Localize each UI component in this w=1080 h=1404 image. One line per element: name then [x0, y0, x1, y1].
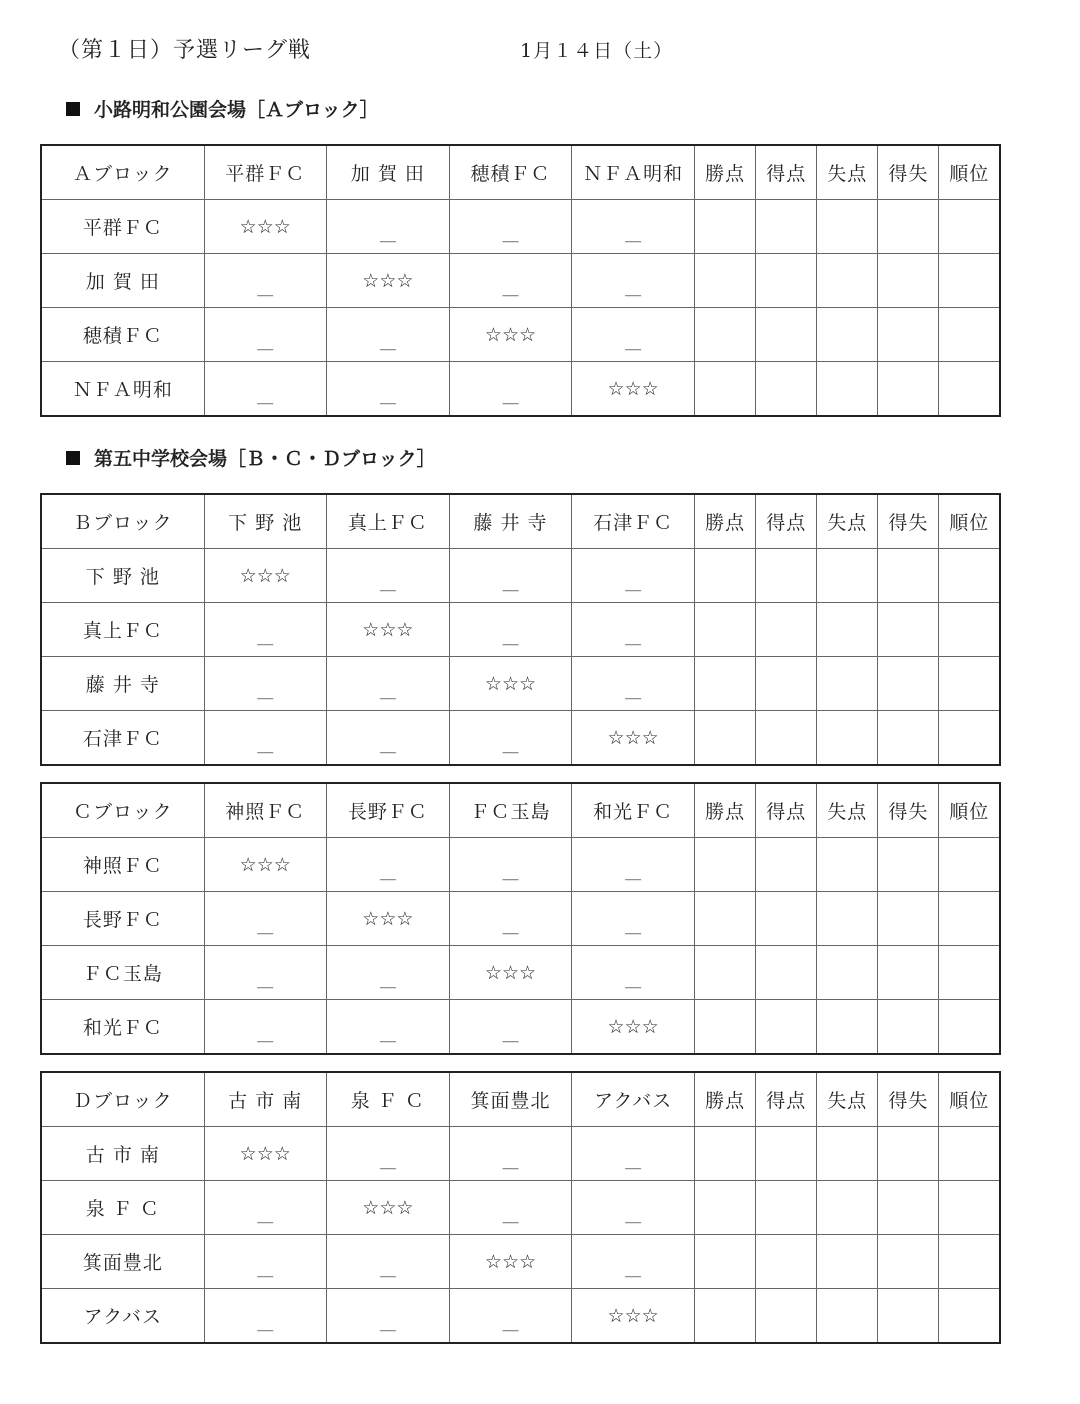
stat-cell[interactable] — [756, 1235, 817, 1289]
score-blank: ＿ — [257, 279, 274, 298]
score-blank: ＿ — [379, 1260, 396, 1279]
score-blank: ＿ — [502, 279, 519, 298]
stat-column-header: 勝点 — [695, 494, 756, 549]
stat-cell[interactable] — [817, 254, 878, 308]
team-column-header: 泉 Ｆ Ｃ — [326, 1072, 449, 1127]
score-cell[interactable] — [326, 308, 449, 362]
stat-cell[interactable] — [878, 1127, 939, 1181]
score-blank: ＿ — [379, 682, 396, 701]
page-title: （第１日）予選リーグ戦 — [58, 38, 312, 63]
score-blank: ＿ — [257, 1314, 274, 1333]
stat-cell[interactable] — [817, 838, 878, 892]
score-blank: ＿ — [257, 736, 274, 755]
stat-cell[interactable] — [756, 1181, 817, 1235]
stat-cell[interactable] — [878, 1181, 939, 1235]
stat-cell[interactable] — [756, 946, 817, 1000]
score-cell[interactable] — [326, 1127, 449, 1181]
team-row-label: 真上ＦＣ — [41, 603, 204, 657]
table-row — [41, 1235, 1000, 1289]
score-blank: ＿ — [502, 863, 519, 882]
score-blank: ＿ — [502, 1206, 519, 1225]
score-blank: ＿ — [379, 1025, 396, 1044]
score-blank: ＿ — [502, 387, 519, 406]
score-cell[interactable] — [449, 838, 571, 892]
score-cell[interactable] — [572, 946, 695, 1000]
stat-column-header: 得失 — [878, 1072, 939, 1127]
team-row-label: 泉 Ｆ Ｃ — [41, 1181, 204, 1235]
stat-cell[interactable] — [878, 362, 939, 417]
score-cell[interactable] — [326, 1235, 449, 1289]
venue-label: 小路明和公園会場［Ａブロック］ — [94, 99, 379, 121]
stat-column-header: 得失 — [878, 145, 939, 200]
league-table-b — [40, 493, 1001, 766]
page-date: 1月１４日（土） — [520, 40, 674, 62]
stat-cell[interactable] — [756, 838, 817, 892]
stat-cell[interactable] — [756, 308, 817, 362]
score-blank: ＿ — [379, 387, 396, 406]
stat-cell[interactable] — [939, 200, 1000, 254]
stat-cell[interactable] — [756, 254, 817, 308]
table-row — [41, 549, 1000, 603]
table-row — [41, 200, 1000, 254]
team-column-header: 和光ＦＣ — [572, 783, 695, 838]
table-row — [41, 946, 1000, 1000]
team-column-header: 穂積ＦＣ — [449, 145, 571, 200]
stat-cell[interactable] — [878, 946, 939, 1000]
table-row — [41, 711, 1000, 766]
table-row — [41, 603, 1000, 657]
score-blank: ＿ — [502, 917, 519, 936]
stat-cell[interactable] — [695, 1127, 756, 1181]
self-match-cell: ☆☆☆ — [572, 1289, 695, 1344]
stat-cell[interactable] — [939, 946, 1000, 1000]
score-blank: ＿ — [257, 628, 274, 647]
stat-cell[interactable] — [817, 1289, 878, 1344]
score-blank: ＿ — [625, 682, 642, 701]
score-blank: ＿ — [379, 1152, 396, 1171]
stat-column-header: 得失 — [878, 494, 939, 549]
stat-cell[interactable] — [878, 1289, 939, 1344]
team-row-label: アクバス — [41, 1289, 204, 1344]
stat-cell[interactable] — [817, 308, 878, 362]
stat-column-header: 勝点 — [695, 783, 756, 838]
stat-cell[interactable] — [878, 603, 939, 657]
score-blank: ＿ — [625, 628, 642, 647]
stat-cell[interactable] — [817, 1235, 878, 1289]
stat-cell[interactable] — [939, 1235, 1000, 1289]
stat-column-header: 得点 — [756, 1072, 817, 1127]
team-column-header: 平群ＦＣ — [204, 145, 326, 200]
stat-cell[interactable] — [817, 946, 878, 1000]
team-column-header: 箕面豊北 — [449, 1072, 571, 1127]
stat-cell[interactable] — [939, 1127, 1000, 1181]
score-blank: ＿ — [502, 1314, 519, 1333]
score-cell[interactable] — [326, 549, 449, 603]
stat-cell[interactable] — [756, 603, 817, 657]
team-column-header: 神照ＦＣ — [204, 783, 326, 838]
stat-column-header: 順位 — [939, 1072, 1000, 1127]
score-cell[interactable] — [572, 892, 695, 946]
stat-cell[interactable] — [939, 1000, 1000, 1055]
block-name-header: Ｄブロック — [41, 1072, 204, 1127]
team-column-header: ＮＦＡ明和 — [572, 145, 695, 200]
score-blank: ＿ — [625, 971, 642, 990]
score-blank: ＿ — [625, 574, 642, 593]
team-column-header: 下 野 池 — [204, 494, 326, 549]
table-header-row — [41, 783, 1000, 838]
score-blank: ＿ — [502, 574, 519, 593]
score-cell[interactable] — [572, 254, 695, 308]
stat-cell[interactable] — [939, 657, 1000, 711]
team-row-label: 長野ＦＣ — [41, 892, 204, 946]
stat-cell[interactable] — [756, 711, 817, 766]
team-column-header: 古 市 南 — [204, 1072, 326, 1127]
score-cell[interactable] — [204, 892, 326, 946]
stat-cell[interactable] — [817, 603, 878, 657]
score-blank: ＿ — [502, 628, 519, 647]
stat-column-header: 失点 — [817, 145, 878, 200]
self-match-cell: ☆☆☆ — [326, 1181, 449, 1235]
score-cell[interactable] — [326, 362, 449, 417]
self-match-cell: ☆☆☆ — [326, 892, 449, 946]
score-blank: ＿ — [379, 971, 396, 990]
score-cell[interactable] — [449, 549, 571, 603]
score-cell[interactable] — [326, 1289, 449, 1344]
stat-cell[interactable] — [939, 603, 1000, 657]
stat-cell[interactable] — [695, 1000, 756, 1055]
stat-cell[interactable] — [695, 946, 756, 1000]
score-blank: ＿ — [257, 682, 274, 701]
table-row — [41, 892, 1000, 946]
score-cell[interactable] — [326, 838, 449, 892]
team-column-header: 真上ＦＣ — [326, 494, 449, 549]
stat-cell[interactable] — [695, 254, 756, 308]
stat-cell[interactable] — [756, 1289, 817, 1344]
score-blank: ＿ — [257, 1206, 274, 1225]
stat-cell[interactable] — [939, 549, 1000, 603]
score-cell[interactable] — [326, 200, 449, 254]
stat-cell[interactable] — [939, 254, 1000, 308]
stat-cell[interactable] — [817, 200, 878, 254]
league-table-d — [40, 1071, 1001, 1344]
stat-cell[interactable] — [817, 1181, 878, 1235]
score-blank: ＿ — [625, 1152, 642, 1171]
score-cell[interactable] — [449, 362, 571, 417]
stat-column-header: 順位 — [939, 783, 1000, 838]
stat-cell[interactable] — [695, 603, 756, 657]
team-row-label: 下 野 池 — [41, 549, 204, 603]
score-cell[interactable] — [326, 657, 449, 711]
table-row — [41, 838, 1000, 892]
league-table-a — [40, 144, 1001, 417]
stat-cell[interactable] — [939, 308, 1000, 362]
stat-cell[interactable] — [756, 892, 817, 946]
team-column-header: 加 賀 田 — [326, 145, 449, 200]
stat-cell[interactable] — [695, 1289, 756, 1344]
stat-cell[interactable] — [878, 711, 939, 766]
score-blank: ＿ — [379, 736, 396, 755]
team-row-label: 藤 井 寺 — [41, 657, 204, 711]
stat-cell[interactable] — [878, 892, 939, 946]
table-row — [41, 308, 1000, 362]
venue-heading-bcd — [66, 444, 436, 471]
score-cell[interactable] — [572, 1127, 695, 1181]
team-row-label: 加 賀 田 — [41, 254, 204, 308]
score-cell[interactable] — [449, 711, 571, 766]
score-cell[interactable] — [572, 1181, 695, 1235]
table-row — [41, 1289, 1000, 1344]
team-column-header: 藤 井 寺 — [449, 494, 571, 549]
score-cell[interactable] — [572, 200, 695, 254]
stat-cell[interactable] — [695, 1181, 756, 1235]
self-match-cell: ☆☆☆ — [572, 362, 695, 417]
stat-column-header: 順位 — [939, 145, 1000, 200]
stat-cell[interactable] — [878, 308, 939, 362]
score-cell[interactable] — [449, 1127, 571, 1181]
score-cell[interactable] — [449, 200, 571, 254]
stat-cell[interactable] — [939, 711, 1000, 766]
table-row — [41, 362, 1000, 417]
score-cell[interactable] — [204, 657, 326, 711]
stat-cell[interactable] — [878, 200, 939, 254]
block-name-header: Ｂブロック — [41, 494, 204, 549]
team-row-label: 平群ＦＣ — [41, 200, 204, 254]
table-row — [41, 657, 1000, 711]
score-blank: ＿ — [625, 1260, 642, 1279]
score-cell[interactable] — [326, 1000, 449, 1055]
score-blank: ＿ — [502, 225, 519, 244]
score-cell[interactable] — [204, 711, 326, 766]
block-name-header: Ａブロック — [41, 145, 204, 200]
score-cell[interactable] — [572, 549, 695, 603]
team-row-label: 神照ＦＣ — [41, 838, 204, 892]
score-blank: ＿ — [502, 1025, 519, 1044]
stat-cell[interactable] — [878, 549, 939, 603]
stat-cell[interactable] — [756, 200, 817, 254]
score-blank: ＿ — [379, 333, 396, 352]
team-row-label: ＮＦＡ明和 — [41, 362, 204, 417]
score-cell[interactable] — [572, 657, 695, 711]
self-match-cell: ☆☆☆ — [326, 603, 449, 657]
stat-cell[interactable] — [817, 657, 878, 711]
stat-cell[interactable] — [939, 892, 1000, 946]
team-column-header: ＦＣ玉島 — [449, 783, 571, 838]
stat-column-header: 得点 — [756, 783, 817, 838]
score-cell[interactable] — [572, 308, 695, 362]
stat-column-header: 失点 — [817, 1072, 878, 1127]
stat-column-header: 得失 — [878, 783, 939, 838]
self-match-cell: ☆☆☆ — [572, 1000, 695, 1055]
score-cell[interactable] — [204, 1181, 326, 1235]
stat-cell[interactable] — [695, 308, 756, 362]
score-cell[interactable] — [449, 1000, 571, 1055]
score-blank: ＿ — [502, 736, 519, 755]
score-cell[interactable] — [204, 254, 326, 308]
score-cell[interactable] — [572, 838, 695, 892]
score-blank: ＿ — [379, 1314, 396, 1333]
score-cell[interactable] — [572, 603, 695, 657]
venue-label: 第五中学校会場［Ｂ・Ｃ・Ｄブロック］ — [94, 448, 436, 470]
score-blank: ＿ — [502, 1152, 519, 1171]
score-blank: ＿ — [625, 333, 642, 352]
stat-cell[interactable] — [695, 200, 756, 254]
score-cell[interactable] — [204, 1235, 326, 1289]
score-cell[interactable] — [204, 362, 326, 417]
stat-column-header: 順位 — [939, 494, 1000, 549]
score-blank: ＿ — [257, 387, 274, 406]
stat-column-header: 勝点 — [695, 1072, 756, 1127]
score-cell[interactable] — [449, 1181, 571, 1235]
stat-cell[interactable] — [695, 549, 756, 603]
stat-cell[interactable] — [695, 892, 756, 946]
stat-cell[interactable] — [878, 1000, 939, 1055]
stat-cell[interactable] — [817, 1000, 878, 1055]
score-blank: ＿ — [625, 279, 642, 298]
team-row-label: 石津ＦＣ — [41, 711, 204, 766]
stat-cell[interactable] — [878, 254, 939, 308]
stat-cell[interactable] — [939, 1181, 1000, 1235]
score-blank: ＿ — [625, 863, 642, 882]
self-match-cell: ☆☆☆ — [204, 1127, 326, 1181]
score-blank: ＿ — [257, 971, 274, 990]
venue-heading-a — [66, 95, 379, 122]
stat-cell[interactable] — [756, 657, 817, 711]
table-header-row — [41, 494, 1000, 549]
stat-column-header: 勝点 — [695, 145, 756, 200]
score-cell[interactable] — [449, 254, 571, 308]
table-row — [41, 1000, 1000, 1055]
score-blank: ＿ — [257, 1260, 274, 1279]
stat-cell[interactable] — [756, 1127, 817, 1181]
stat-cell[interactable] — [817, 549, 878, 603]
table-header-row — [41, 1072, 1000, 1127]
score-cell[interactable] — [204, 1289, 326, 1344]
score-cell[interactable] — [326, 946, 449, 1000]
team-row-label: ＦＣ玉島 — [41, 946, 204, 1000]
stat-cell[interactable] — [817, 711, 878, 766]
stat-cell[interactable] — [878, 1235, 939, 1289]
score-cell[interactable] — [572, 1235, 695, 1289]
stat-cell[interactable] — [695, 1235, 756, 1289]
score-blank: ＿ — [257, 333, 274, 352]
score-blank: ＿ — [625, 917, 642, 936]
block-name-header: Ｃブロック — [41, 783, 204, 838]
stat-column-header: 失点 — [817, 783, 878, 838]
score-blank: ＿ — [379, 574, 396, 593]
table-row — [41, 1181, 1000, 1235]
square-bullet-icon — [66, 102, 80, 116]
stat-cell[interactable] — [878, 657, 939, 711]
table-row — [41, 254, 1000, 308]
self-match-cell: ☆☆☆ — [204, 549, 326, 603]
self-match-cell: ☆☆☆ — [449, 657, 571, 711]
stat-cell[interactable] — [695, 362, 756, 417]
self-match-cell: ☆☆☆ — [449, 1235, 571, 1289]
stat-cell[interactable] — [756, 549, 817, 603]
score-blank: ＿ — [625, 1206, 642, 1225]
score-blank: ＿ — [257, 917, 274, 936]
table-header-row — [41, 145, 1000, 200]
stat-cell[interactable] — [695, 838, 756, 892]
stat-column-header: 得点 — [756, 145, 817, 200]
table-row — [41, 1127, 1000, 1181]
score-cell[interactable] — [204, 946, 326, 1000]
stat-column-header: 失点 — [817, 494, 878, 549]
score-cell[interactable] — [449, 1289, 571, 1344]
stat-cell[interactable] — [695, 711, 756, 766]
self-match-cell: ☆☆☆ — [326, 254, 449, 308]
score-blank: ＿ — [379, 863, 396, 882]
score-blank: ＿ — [625, 225, 642, 244]
score-cell[interactable] — [204, 308, 326, 362]
self-match-cell: ☆☆☆ — [449, 308, 571, 362]
team-column-header: 石津ＦＣ — [572, 494, 695, 549]
stat-cell[interactable] — [878, 838, 939, 892]
stat-cell[interactable] — [939, 1289, 1000, 1344]
self-match-cell: ☆☆☆ — [204, 838, 326, 892]
stat-cell[interactable] — [817, 892, 878, 946]
score-cell[interactable] — [449, 603, 571, 657]
team-row-label: 和光ＦＣ — [41, 1000, 204, 1055]
stat-column-header: 得点 — [756, 494, 817, 549]
square-bullet-icon — [66, 451, 80, 465]
self-match-cell: ☆☆☆ — [204, 200, 326, 254]
stat-cell[interactable] — [939, 838, 1000, 892]
stat-cell[interactable] — [756, 1000, 817, 1055]
team-column-header: 長野ＦＣ — [326, 783, 449, 838]
stat-cell[interactable] — [695, 657, 756, 711]
score-cell[interactable] — [204, 603, 326, 657]
score-blank: ＿ — [257, 1025, 274, 1044]
self-match-cell: ☆☆☆ — [572, 711, 695, 766]
league-table-c — [40, 782, 1001, 1055]
stat-cell[interactable] — [817, 1127, 878, 1181]
score-blank: ＿ — [379, 225, 396, 244]
team-row-label: 穂積ＦＣ — [41, 308, 204, 362]
score-cell[interactable] — [204, 1000, 326, 1055]
team-column-header: アクバス — [572, 1072, 695, 1127]
score-cell[interactable] — [449, 892, 571, 946]
team-row-label: 古 市 南 — [41, 1127, 204, 1181]
score-cell[interactable] — [326, 711, 449, 766]
stat-cell[interactable] — [756, 362, 817, 417]
self-match-cell: ☆☆☆ — [449, 946, 571, 1000]
stat-cell[interactable] — [939, 362, 1000, 417]
stat-cell[interactable] — [817, 362, 878, 417]
team-row-label: 箕面豊北 — [41, 1235, 204, 1289]
